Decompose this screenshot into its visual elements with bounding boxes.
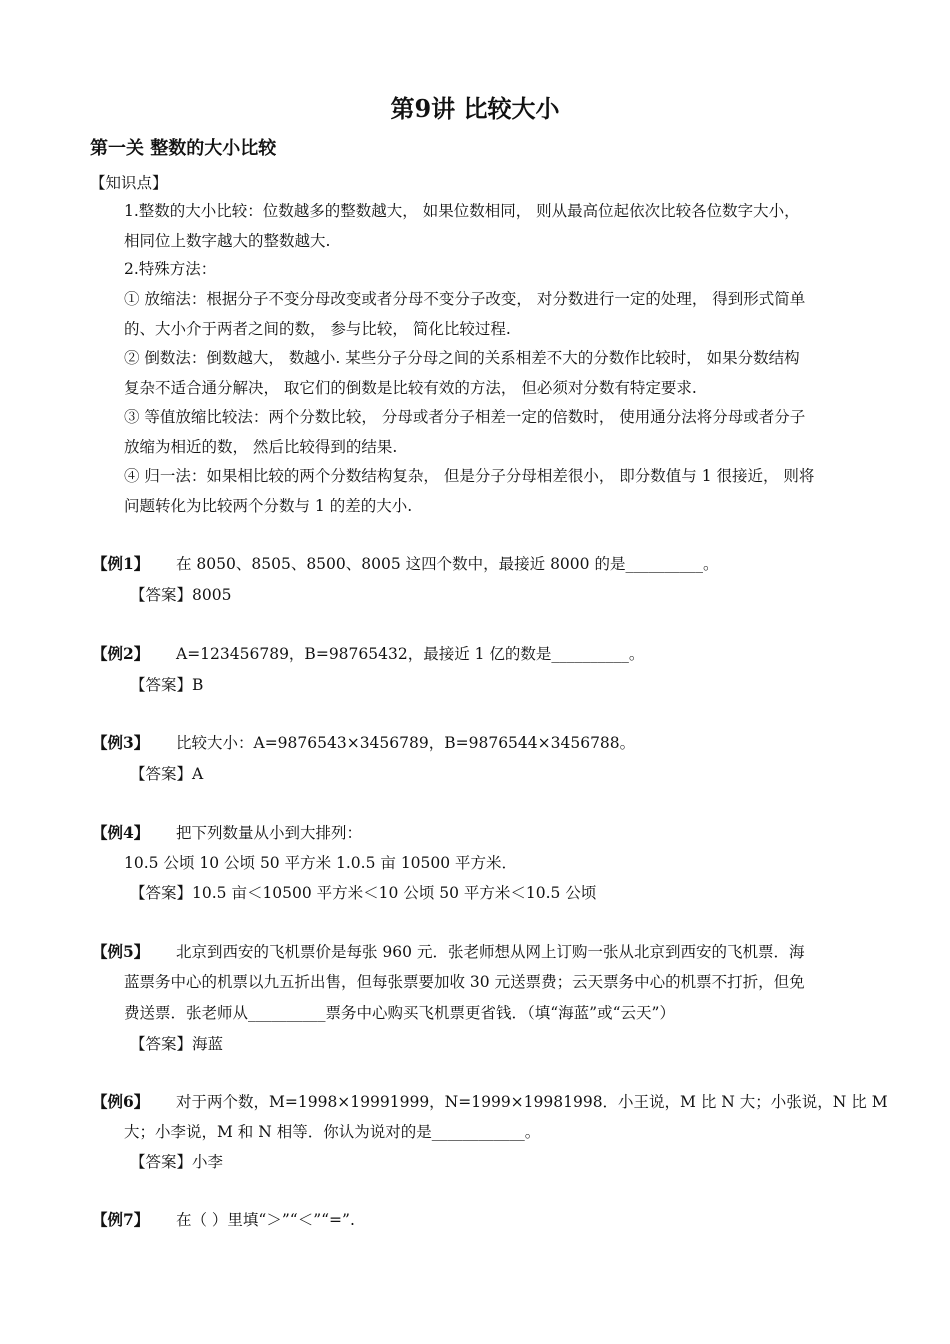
example-text: 费送票．张老师从__________票务中心购买飞机票更省钱．（填“海蓝”或“云天”） [124,1004,675,1022]
knowledge-line: 问题转化为比较两个分数与 1 的差的大小. [124,497,413,515]
example-text: 比较大小：A=9876543×3456789，B=9876544×3456788。 [176,734,636,752]
example-text: A=123456789，B=98765432，最接近 1 亿的数是__________。 [176,645,645,663]
knowledge-line: 复杂不适合通分解决， 取它们的倒数是比较有效的方法， 但必须对分数有特定要求. [124,379,697,397]
example-answer: 【答案】8005 [130,586,232,604]
example-label: 【例1】 [92,554,150,573]
knowledge-line: 相同位上数字越大的整数越大. [124,232,331,250]
example-label: 【例7】 [92,1210,150,1229]
example-text: 北京到西安的飞机票价是每张 960 元．张老师想从网上订购一张从北京到西安的飞机票．海 [176,943,805,961]
section-heading: 第一关 整数的大小比较 [90,138,277,159]
knowledge-line: ④ 归一法：如果相比较的两个分数结构复杂， 但是分子分母相差很小， 即分数值与 1 很接近， 则将 [124,467,815,485]
knowledge-line: 1.整数的大小比较：位数越多的整数越大， 如果位数相同， 则从最高位起依次比较各位数字大小， [124,202,800,220]
knowledge-line: 2.特殊方法： [124,260,217,278]
knowledge-line: ③ 等值放缩比较法：两个分数比较， 分母或者分子相差一定的倍数时， 使用通分法将分母或者分子 [124,408,806,426]
knowledge-line: 放缩为相近的数， 然后比较得到的结果. [124,438,398,456]
example-answer: 【答案】10.5 亩＜10500 平方米＜10 公顷 50 平方米＜10.5 公顷 [130,884,597,902]
knowledge-line: ② 倒数法：倒数越大， 数越小. 某些分子分母之间的关系相差不大的分数作比较时， 如果分数结构 [124,349,800,367]
example-text: 在 8050、8505、8500、8005 这四个数中，最接近 8000 的是__________。 [176,555,719,573]
example-label: 【例5】 [92,942,150,961]
example-answer: 【答案】小李 [130,1153,224,1171]
example-answer: 【答案】A [130,765,204,783]
knowledge-line: ① 放缩法：根据分子不变分母改变或者分母不变分子改变， 对分数进行一定的处理， 得到形式简单 [124,290,806,308]
example-text: 蓝票务中心的机票以九五折出售，但每张票要加收 30 元送票费；云天票务中心的机票不打折，但免 [124,973,805,991]
example-label: 【例3】 [92,733,150,752]
example-text: 在（ ）里填“＞”“＜”“=”. [176,1211,355,1229]
example-label: 【例2】 [92,644,150,663]
example-answer: 【答案】B [130,676,204,694]
example-text: 对于两个数，M=1998×19991999，N=1999×19981998．小王说，M 比 N 大；小张说，N 比 M [176,1093,888,1111]
example-answer: 【答案】海蓝 [130,1035,224,1053]
example-text: 大；小李说，M 和 N 相等．你认为说对的是____________。 [124,1123,541,1141]
example-label: 【例6】 [92,1092,150,1111]
example-label: 【例4】 [92,823,150,842]
page-title: 第9讲 比较大小 [390,94,560,123]
knowledge-heading: 【知识点】 [90,174,168,192]
example-text: 10.5 公顷 10 公顷 50 平方米 1.0.5 亩 10500 平方米． [124,854,518,872]
example-text: 把下列数量从小到大排列： [176,824,363,842]
knowledge-line: 的、大小介于两者之间的数， 参与比较， 简化比较过程. [124,320,511,338]
